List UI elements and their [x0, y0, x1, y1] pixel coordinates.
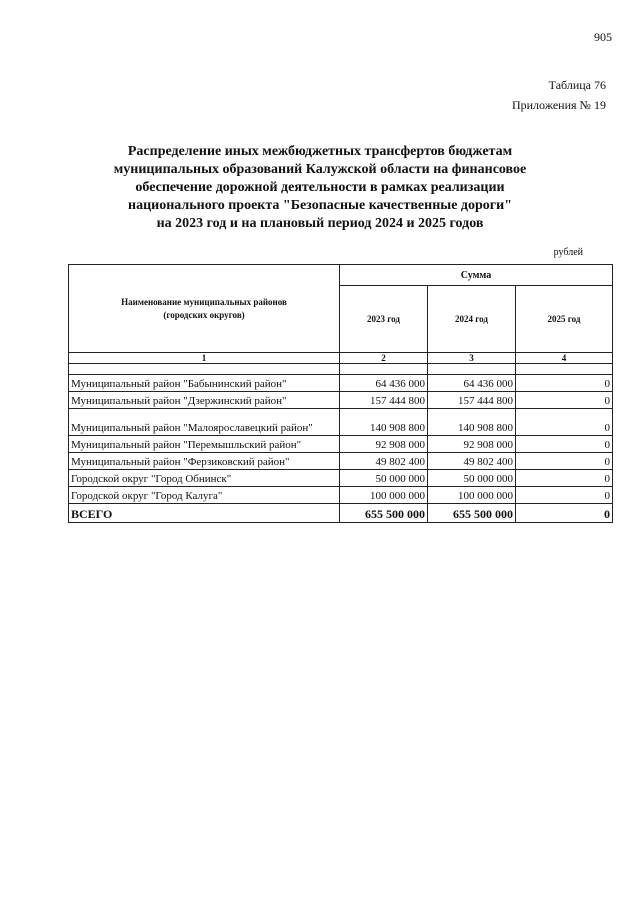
value-2025: 0: [516, 487, 613, 504]
value-2024: 64 436 000: [428, 375, 516, 392]
row-name: Муниципальный район "Малоярославецкий район": [69, 409, 340, 436]
value-2024: 92 908 000: [428, 436, 516, 453]
table-row: [69, 375, 613, 392]
header-sum: Сумма: [340, 265, 613, 286]
row-name: Муниципальный район "Бабынинский район": [69, 375, 340, 392]
table-row: [69, 470, 613, 487]
value-2023: 64 436 000: [340, 375, 428, 392]
value-2025: 0: [516, 470, 613, 487]
value-2025: 0: [516, 409, 613, 436]
column-number: 3: [428, 353, 516, 364]
value-2025: 0: [516, 453, 613, 470]
document-title: [110, 143, 530, 233]
value-2023: 100 000 000: [340, 487, 428, 504]
table-reference: [512, 75, 606, 115]
header-name: [69, 265, 340, 353]
value-2024: 50 000 000: [428, 470, 516, 487]
header-year-2023: 2023 год: [340, 286, 428, 353]
table-row: [69, 487, 613, 504]
value-2024: 100 000 000: [428, 487, 516, 504]
value-2025: 0: [516, 392, 613, 409]
header-name-line: (городских округов): [163, 309, 245, 320]
row-name: Городской округ "Город Калуга": [69, 487, 340, 504]
table-row: [69, 436, 613, 453]
value-2023: 50 000 000: [340, 470, 428, 487]
total-2025: 0: [516, 504, 613, 523]
total-2023: 655 500 000: [340, 504, 428, 523]
total-row: [69, 504, 613, 523]
value-2023: 49 802 400: [340, 453, 428, 470]
total-label: ВСЕГО: [69, 504, 340, 523]
column-number: 2: [340, 353, 428, 364]
value-2025: 0: [516, 375, 613, 392]
units-label: рублей: [553, 247, 583, 258]
value-2023: 140 908 800: [340, 409, 428, 436]
table-label: Таблица 76: [548, 78, 606, 92]
column-number: 1: [69, 353, 340, 364]
value-2025: 0: [516, 436, 613, 453]
row-name: Городской округ "Город Обнинск": [69, 470, 340, 487]
header-year-2025: 2025 год: [516, 286, 613, 353]
header-name-line: Наименование муниципальных районов: [121, 296, 287, 307]
table-row: [69, 409, 613, 436]
value-2024: 49 802 400: [428, 453, 516, 470]
value-2023: 157 444 800: [340, 392, 428, 409]
table-row: [69, 453, 613, 470]
title-line: обеспечение дорожной деятельности в рамках реализации: [135, 180, 505, 195]
title-line: на 2023 год и на плановый период 2024 и 2025 годов: [156, 216, 484, 231]
row-name: Муниципальный район "Ферзиковский район": [69, 453, 340, 470]
title-line: муниципальных образований Калужской области на финансовое: [113, 162, 527, 177]
transfers-table: [68, 264, 613, 523]
header-year-2024: 2024 год: [428, 286, 516, 353]
value-2023: 92 908 000: [340, 436, 428, 453]
total-2024: 655 500 000: [428, 504, 516, 523]
title-line: Распределение иных межбюджетных трансфертов бюджетам: [127, 144, 513, 159]
appendix-label: Приложения № 19: [511, 98, 606, 112]
column-number: 4: [516, 353, 613, 364]
table-row: [69, 392, 613, 409]
value-2024: 157 444 800: [428, 392, 516, 409]
row-name: Муниципальный район "Перемышльский район": [69, 436, 340, 453]
page-number: 905: [594, 30, 612, 44]
row-name: Муниципальный район "Дзержинский район": [69, 392, 340, 409]
value-2024: 140 908 800: [428, 409, 516, 436]
title-line: национального проекта "Безопасные качественные дороги": [128, 198, 512, 213]
